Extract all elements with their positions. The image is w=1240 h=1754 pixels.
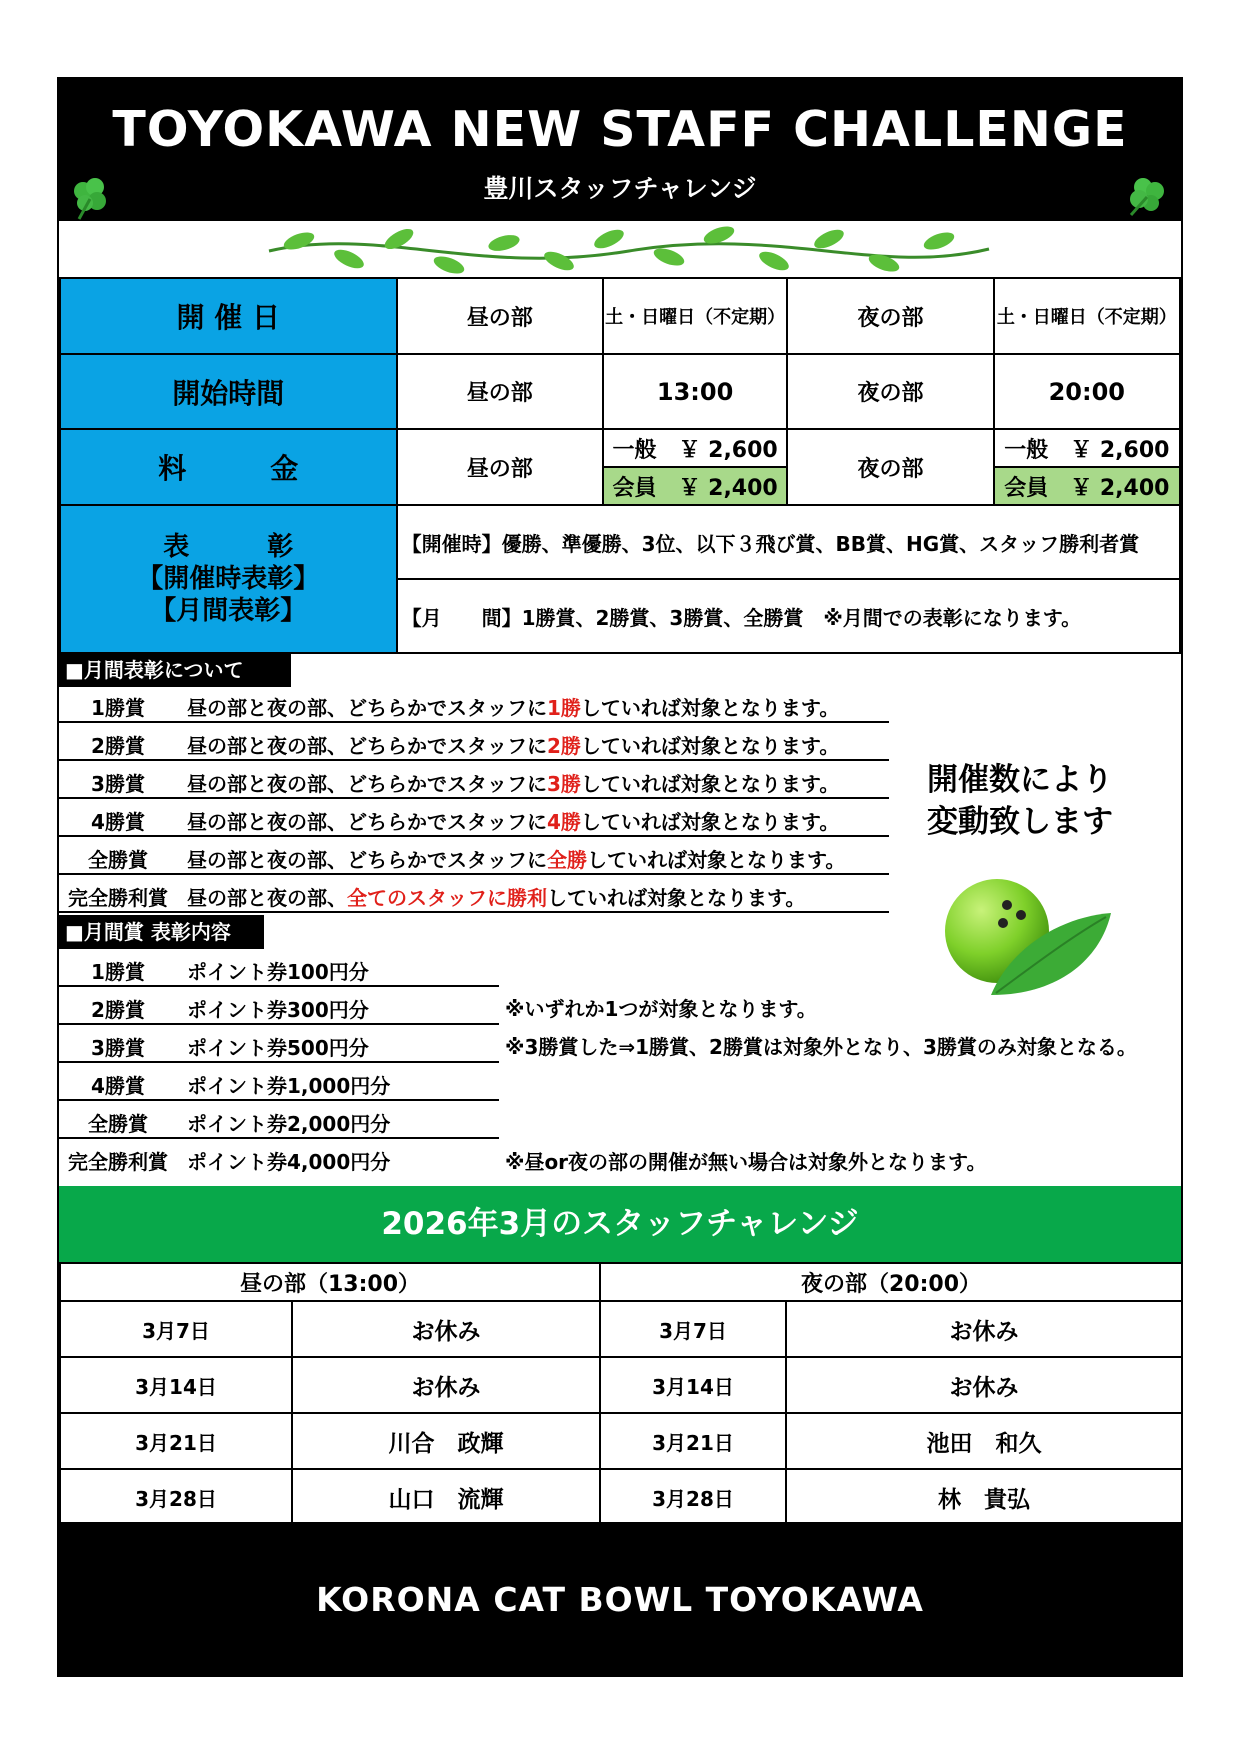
clover-icon: [1121, 173, 1173, 219]
list-item: [59, 687, 889, 723]
prize-value: ポイント券500円分: [187, 1036, 369, 1060]
night-member-price: 会員 ￥ 2,400: [994, 467, 1180, 505]
day-start-value: 13:00: [603, 354, 787, 429]
prize-condition: [187, 882, 805, 911]
prize-name: 完全勝利賞: [68, 886, 168, 910]
condition-text: 昼の部と夜の部、どちらかでスタッフに: [187, 810, 547, 834]
day-member-price: 会員 ￥ 2,400: [603, 467, 787, 505]
award-label: [60, 505, 397, 653]
vine-icon: [259, 221, 999, 279]
page-title: TOYOKAWA NEW STAFF CHALLENGE: [112, 101, 1128, 158]
condition-text: 昼の部と夜の部、どちらかでスタッフに: [187, 848, 547, 872]
night-staff: 池田 和久: [786, 1413, 1182, 1469]
day-staff: 川合 政輝: [292, 1413, 600, 1469]
prize-name: 全勝賞: [88, 1112, 148, 1136]
night-part: 夜の部: [787, 354, 993, 429]
list-item: [59, 725, 889, 761]
condition-text: 昼の部と夜の部、どちらかでスタッフに: [187, 772, 547, 796]
prize-value: ポイント券2,000円分: [187, 1112, 391, 1136]
schedule-header-row: [60, 1263, 1182, 1301]
table-row: [60, 1413, 1182, 1469]
award-label-line: 【開催時表彰】: [137, 564, 320, 594]
night-date: 3月14日: [600, 1357, 786, 1413]
flyer: [57, 77, 1183, 1677]
condition-text: していれば対象となります。: [580, 810, 840, 834]
prize-condition: [187, 730, 839, 759]
monthly-prizes-label: ■月間賞 表彰内容: [59, 915, 264, 949]
condition-text: していれば対象となります。: [580, 696, 840, 720]
day-part: 昼の部: [397, 429, 603, 505]
award-monthly-text: 【月 間】1勝賞、2勝賞、3勝賞、全勝賞 ※月間での表彰になります。: [397, 579, 1180, 653]
night-part: 夜の部: [787, 429, 993, 505]
night-start-value: 20:00: [994, 354, 1180, 429]
prize-condition: [187, 806, 839, 835]
night-date: 3月21日: [600, 1413, 786, 1469]
side-note: [927, 759, 1113, 843]
condition-highlight: 全てのスタッフに勝利: [347, 886, 547, 910]
table-row: [60, 1469, 1182, 1525]
table-row: [60, 1357, 1182, 1413]
night-header: 夜の部（20:00）: [600, 1263, 1182, 1301]
prize-value: ポイント券1,000円分: [187, 1074, 391, 1098]
day-general-price: 一般 ￥ 2,600: [603, 429, 787, 467]
footer-text: KORONA CAT BOWL TOYOKAWA: [59, 1522, 1181, 1677]
day-part: 昼の部: [397, 278, 603, 354]
monthly-about-label: ■月間表彰について: [59, 653, 291, 687]
night-part: 夜の部: [787, 278, 993, 354]
condition-text: 昼の部と夜の部、どちらかでスタッフに: [187, 696, 547, 720]
prize-name: 3勝賞: [91, 772, 145, 796]
day-date: 3月14日: [60, 1357, 292, 1413]
list-item: [59, 1027, 499, 1063]
prize-condition: [187, 844, 845, 873]
page-subtitle: 豊川スタッフチャレンジ: [483, 174, 757, 203]
prize-name: 2勝賞: [91, 734, 145, 758]
prize-value: ポイント券4,000円分: [187, 1150, 391, 1174]
prize-name: 2勝賞: [91, 998, 145, 1022]
condition-highlight: 3勝: [547, 772, 581, 796]
date-row: [60, 278, 1180, 354]
prize-name: 全勝賞: [88, 848, 148, 872]
condition-highlight: 2勝: [547, 734, 581, 758]
day-date: 3月28日: [60, 1469, 292, 1525]
prize-name: 4勝賞: [91, 1074, 145, 1098]
day-staff: お休み: [292, 1301, 600, 1357]
day-date: 3月7日: [60, 1301, 292, 1357]
list-item: [59, 1065, 499, 1101]
night-staff: 林 貴弘: [786, 1469, 1182, 1525]
award-event-text: 【開催時】優勝、準優勝、3位、以下３飛び賞、BB賞、HG賞、スタッフ勝利者賞: [397, 505, 1180, 579]
day-date: 3月21日: [60, 1413, 292, 1469]
day-part: 昼の部: [397, 354, 603, 429]
condition-text: していれば対象となります。: [580, 772, 840, 796]
day-staff: 山口 流輝: [292, 1469, 600, 1525]
list-item: [59, 1103, 499, 1139]
award-label-line: 【月間表彰】: [150, 596, 307, 626]
list-item: [59, 989, 499, 1025]
day-date-value: 土・日曜日（不定期）: [603, 278, 787, 354]
start-row: [60, 354, 1180, 429]
prize-condition: [187, 768, 839, 797]
table-row: [60, 1301, 1182, 1357]
list-item: [59, 951, 499, 987]
header-banner: [59, 79, 1181, 221]
start-label: 開始時間: [60, 354, 397, 429]
list-item: [59, 1141, 499, 1177]
prize-name: 1勝賞: [91, 696, 145, 720]
prize-value: ポイント券100円分: [187, 960, 369, 984]
night-date: 3月28日: [600, 1469, 786, 1525]
prize-name: 完全勝利賞: [68, 1150, 168, 1174]
night-date-value: 土・日曜日（不定期）: [994, 278, 1180, 354]
prize-note: ※3勝賞した⇒1勝賞、2勝賞は対象外となり、3勝賞のみ対象となる。: [505, 1035, 1137, 1059]
night-date: 3月7日: [600, 1301, 786, 1357]
prize-note: ※昼or夜の部の開催が無い場合は対象外となります。: [505, 1150, 987, 1174]
list-item: [59, 839, 889, 875]
day-staff: お休み: [292, 1357, 600, 1413]
condition-text: していれば対象となります。: [587, 848, 846, 872]
side-note-line: 開催数により: [927, 762, 1113, 798]
night-staff: お休み: [786, 1357, 1182, 1413]
night-general-price: 一般 ￥ 2,600: [994, 429, 1180, 467]
clover-icon: [65, 175, 117, 221]
condition-text: していれば対象となります。: [547, 886, 806, 910]
condition-highlight: 全勝: [547, 848, 587, 872]
prize-name: 4勝賞: [91, 810, 145, 834]
prize-name: 1勝賞: [91, 960, 145, 984]
condition-highlight: 4勝: [547, 810, 581, 834]
list-item: [59, 801, 889, 837]
event-info-table: [59, 277, 1181, 654]
side-note-line: 変動致します: [927, 804, 1113, 840]
bowling-ball-icon: [941, 877, 1111, 1007]
condition-text: 昼の部と夜の部、どちらかでスタッフに: [187, 734, 547, 758]
list-item: [59, 877, 889, 913]
schedule-title: 2026年3月のスタッフチャレンジ: [59, 1186, 1181, 1262]
fee-label: 料 金: [60, 429, 397, 505]
condition-text: 昼の部と夜の部、: [187, 886, 347, 910]
fee-row: [60, 429, 1180, 467]
date-label: 開 催 日: [60, 278, 397, 354]
night-staff: お休み: [786, 1301, 1182, 1357]
day-header: 昼の部（13:00）: [60, 1263, 600, 1301]
award-label-line: 表 彰: [163, 532, 294, 562]
prize-name: 3勝賞: [91, 1036, 145, 1060]
list-item: [59, 763, 889, 799]
prize-note: ※いずれか1つが対象となります。: [505, 997, 817, 1021]
schedule-table: [59, 1262, 1183, 1526]
prize-value: ポイント券300円分: [187, 998, 369, 1022]
award-event-row: [60, 505, 1180, 579]
prize-condition: [187, 692, 839, 721]
condition-text: していれば対象となります。: [580, 734, 840, 758]
condition-highlight: 1勝: [547, 696, 581, 720]
